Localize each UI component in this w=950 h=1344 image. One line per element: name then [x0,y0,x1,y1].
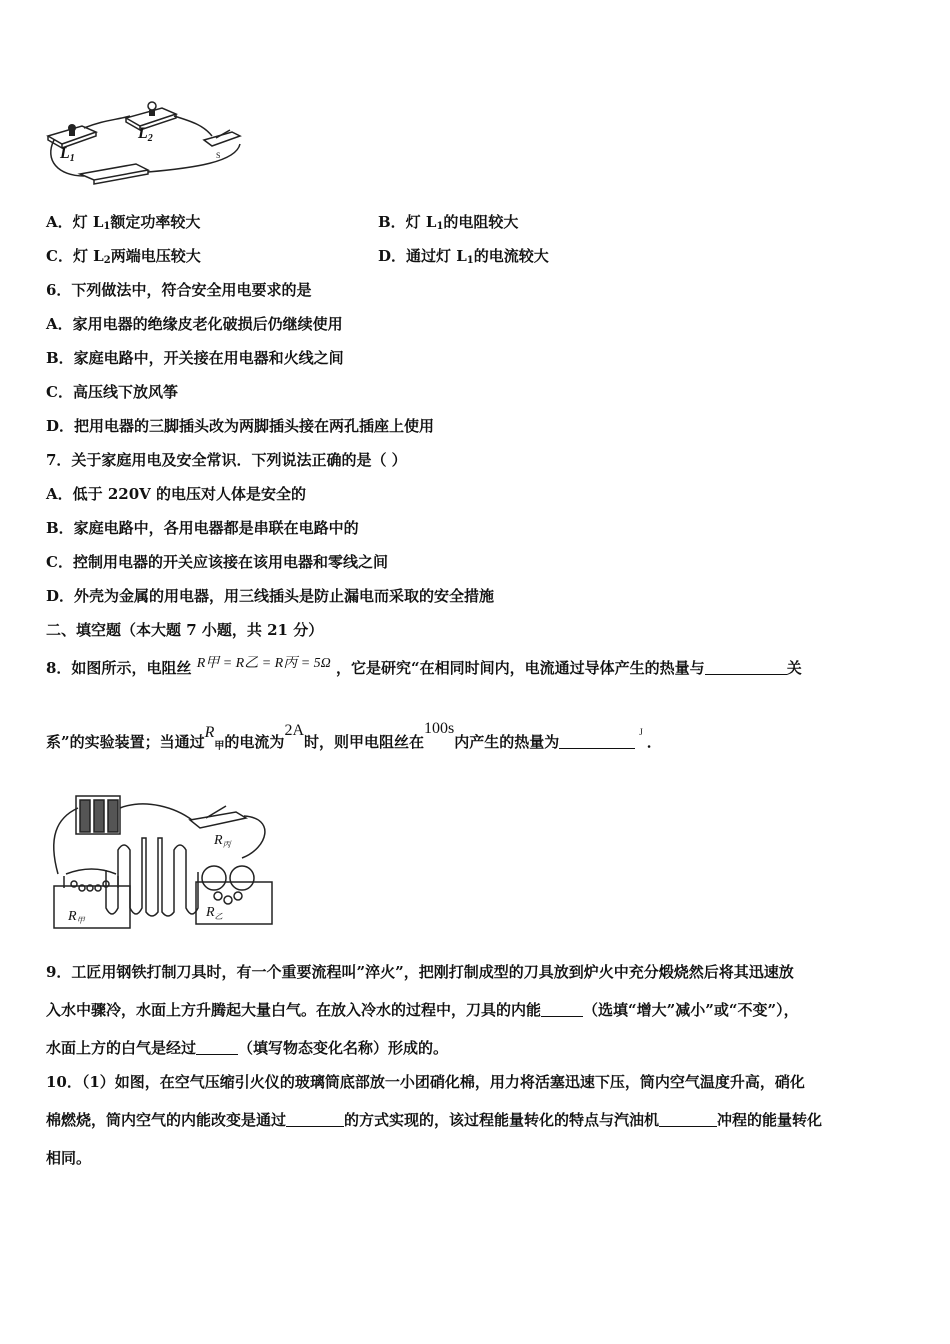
label-l2: L [138,125,148,142]
joule-heating-apparatus-figure [46,788,276,938]
svg-text:R丙 [213,833,233,849]
q6-option-d: D．把用电器的三脚插头改为两脚插头接在两孔插座上使用 [46,417,435,435]
q10-line-2: 棉燃烧，筒内空气的内能改变是通过 的方式实现的，该过程能量转化的特点与汽油机 冲程的能量转化 [46,1111,823,1129]
svg-text:R甲 [67,909,86,925]
label-r-bing-sub: 丙 [222,840,231,849]
svg-text:L2 [137,125,153,144]
q8-blank-2 [559,734,635,749]
label-r-yi-sub: 乙 [214,912,223,921]
q9-blank-1 [541,1002,583,1017]
q10-line-3: 相同。 [46,1149,92,1167]
q7-option-c: C．控制用电器的开关应该接在该用电器和零线之间 [46,553,388,571]
q8-time: 100s [424,720,455,737]
q7-stem: 7．关于家庭用电及安全常识．下列说法正确的是（ ） [46,451,407,469]
q9-line-1: 9．工匠用钢铁打制刀具时，有一个重要流程叫”淬火”，把刚打制成型的刀具放到炉火中充分煅烧然后将其迅速放 [46,963,794,981]
label-r-jia-sub: 甲 [76,916,85,925]
q6-stem: 6．下列做法中，符合安全用电要求的是 [46,281,312,299]
q8-current: 2A [284,722,304,739]
q7-option-a: A．低于 220V 的电压对人体是安全的 [46,485,307,503]
label-switch-s: S [216,151,221,160]
q6-option-c: C．高压线下放风筝 [46,383,178,401]
svg-text:R乙 [205,905,223,921]
q7-option-b: B．家庭电路中，各用电器都是串联在电路中的 [46,519,359,537]
q9-blank-2 [196,1040,238,1055]
q8-line-2: 系”的实验装置；当通过$R_甲$的电流为2A时，则甲电阻丝在100s内产生的热量为$^J$． [46,720,662,752]
q5-option-c: C．灯 $L_2$两端电压较大 [46,247,201,266]
q5-option-b: B．灯 $L_1$的电阻较大 [378,213,519,232]
q8-line-1: 8．如图所示，电阻丝 R甲 = R乙 = R丙 = 5Ω ，它是研究“在相同时间内，电流通过导体产生的热量与 关 [46,656,802,677]
label-r-yi: R [206,905,215,920]
q8-formula: R甲 = R乙 = R丙 = 5Ω [196,656,331,671]
label-r-bing: R [214,833,223,848]
label-l2-sub: 2 [147,133,153,144]
svg-text:L1 [59,145,75,164]
q10-line-1: 10．（1）如图，在空气压缩引火仪的玻璃筒底部放一小团硝化棉，用力将活塞迅速下压，筒内空气温度升高，硝化 [46,1073,805,1091]
q5-option-a: A．灯 $L_1$额定功率较大 [46,213,201,232]
q10-blank-2 [659,1112,717,1127]
q6-option-a: A．家用电器的绝缘皮老化破损后仍继续使用 [46,315,343,333]
q6-option-b: B．家庭电路中，开关接在用电器和火线之间 [46,349,344,367]
q5-option-d: D．通过灯 $L_1$的电流较大 [378,247,549,266]
q7-option-d: D．外壳为金属的用电器，用三线插头是防止漏电而采取的安全措施 [46,587,495,605]
circuit-figure-lamps [44,100,254,190]
q9-line-2: 入水中骤冷，水面上方升腾起大量白气。在放入冷水的过程中，刀具的内能 （选填“增大”减小”或“不变”）， [46,1001,799,1019]
label-l1-sub: 1 [69,153,75,164]
q8-blank-1 [705,660,787,675]
q10-blank-1 [286,1112,344,1127]
label-l1: L [60,145,70,162]
q9-line-3: 水面上方的白气是经过 （填写物态变化名称）形成的。 [46,1039,449,1057]
label-r-jia: R [68,909,77,924]
section-heading-fill-blank: 二、填空题（本大题 7 小题，共 21 分） [46,621,324,639]
